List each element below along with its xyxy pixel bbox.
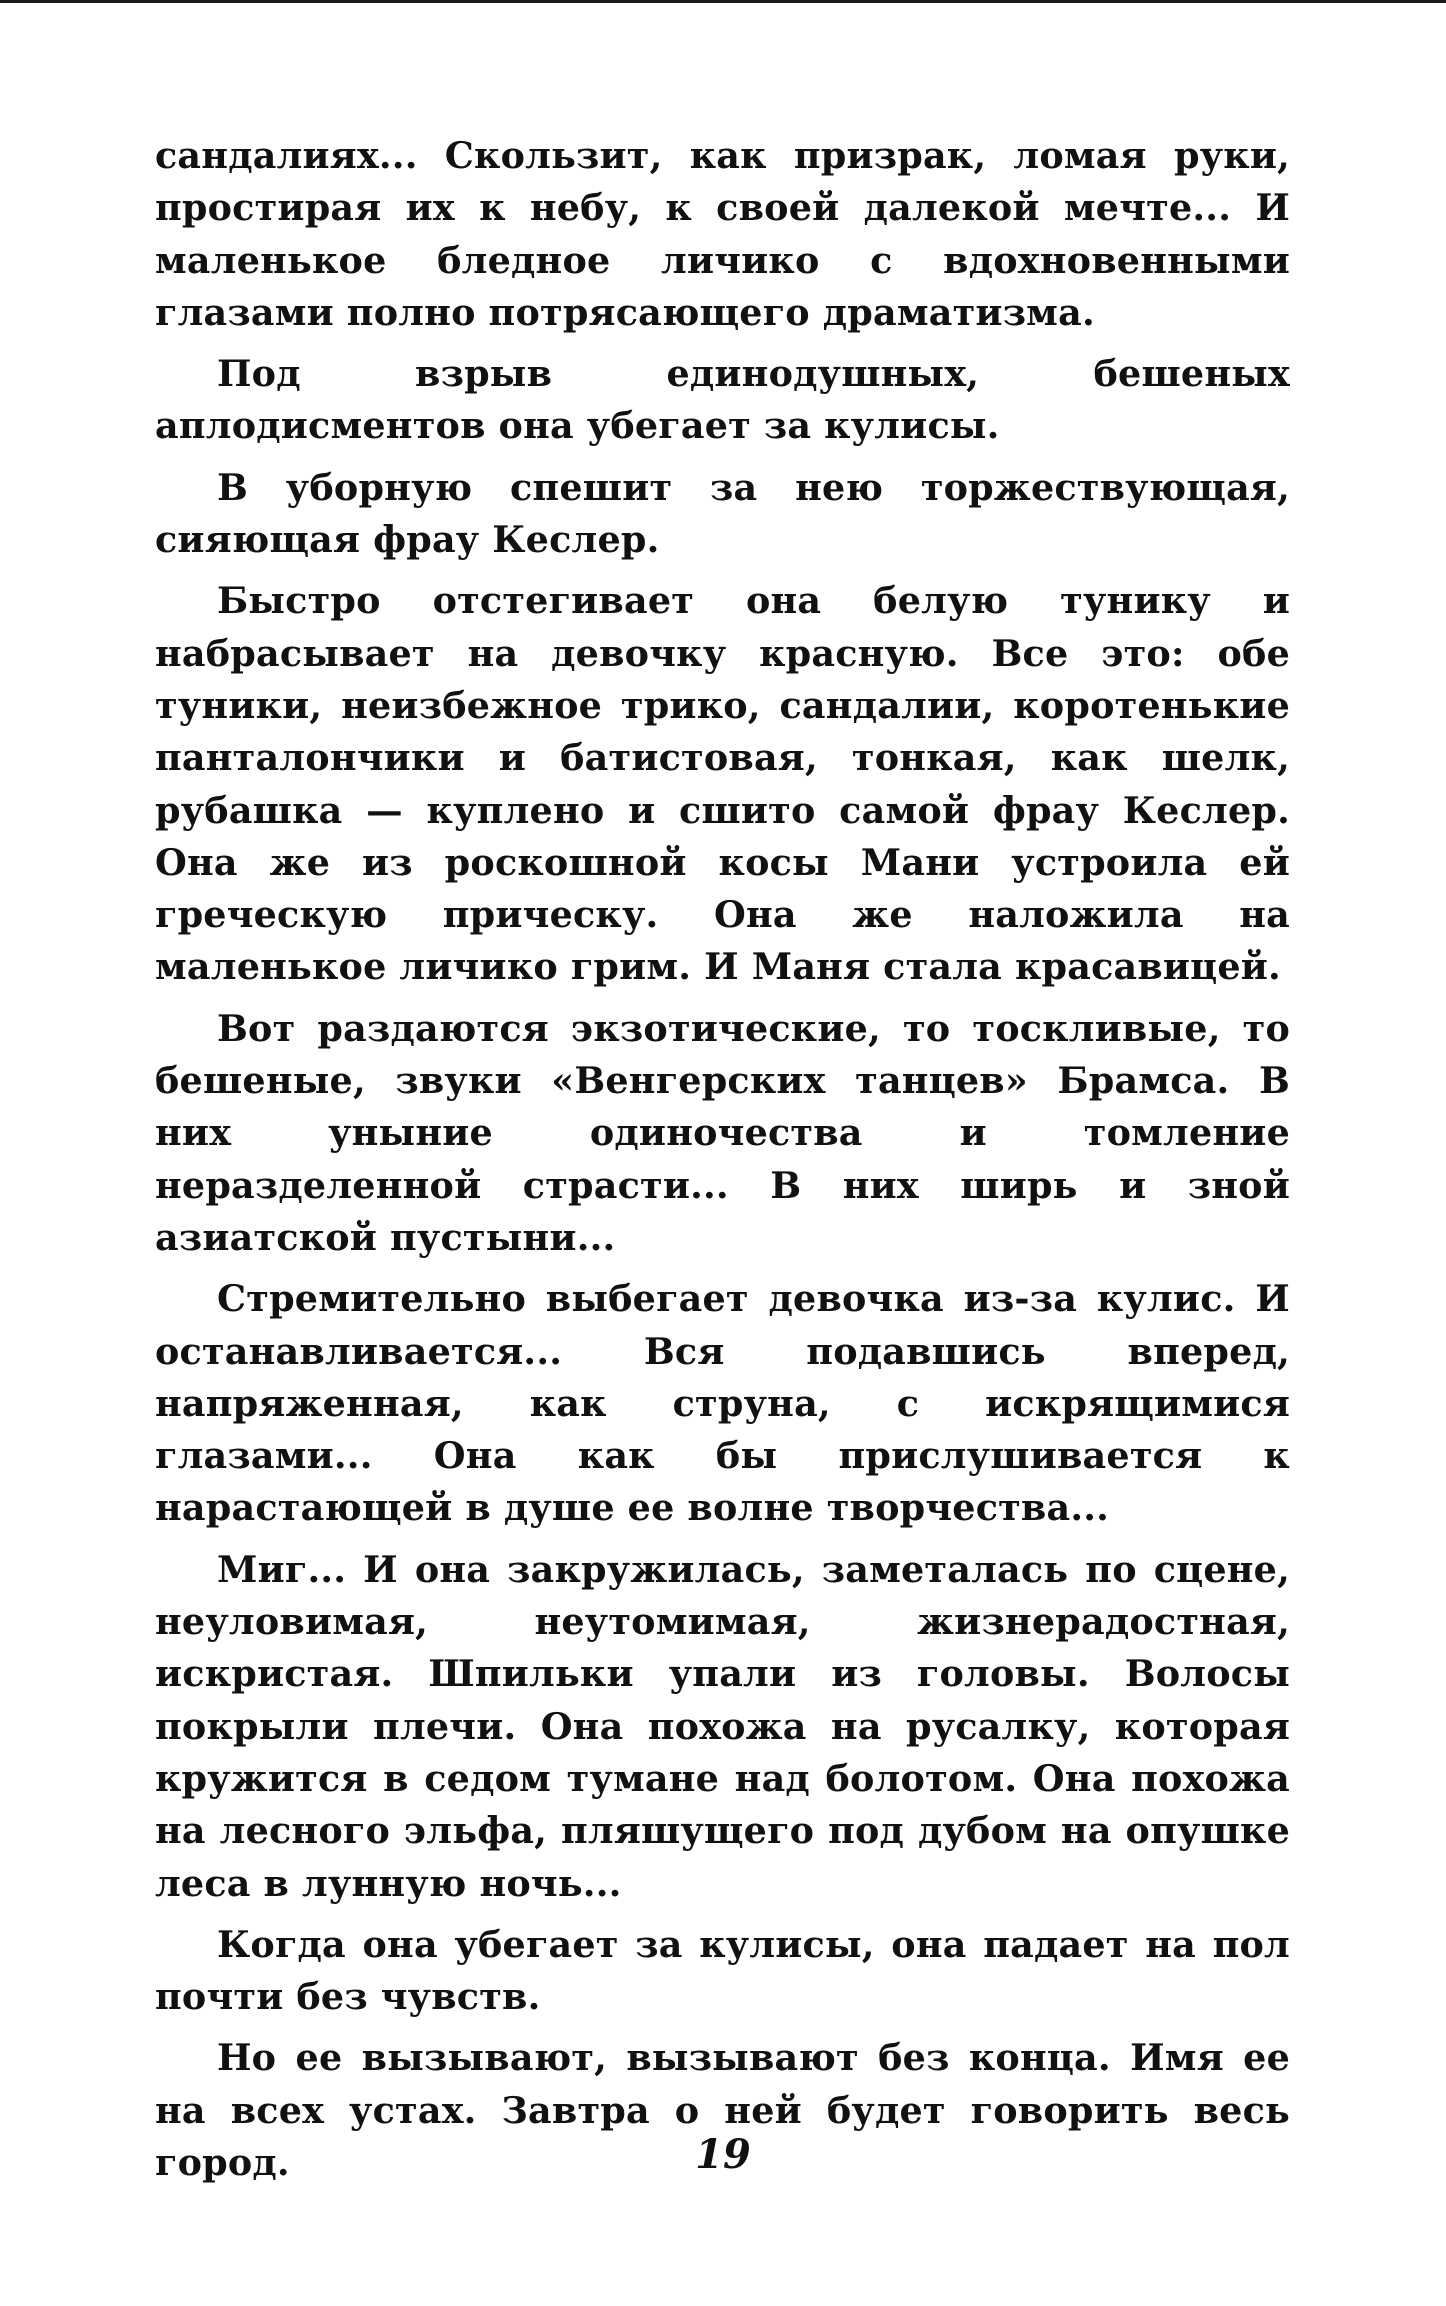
paragraph-9: Но ее вызывают, вызывают без конца. Имя ее на всех устах. Завтра о ней будет говорить весь город. xyxy=(155,2036,1290,2184)
paragraph-4: Быстро отстегивает она белую тунику и набрасывает на девочку красную. Все это: обе туники, неизбежное трико, сандалии, коротенькие панталончики и батистовая, тонкая, как шелк, рубашка — куплено и сшито самой фрау Кеслер. Она же из роскошной косы Мани устроила ей греческую прическу. Она же наложила на маленькое личико грим. И Маня стала красавицей. xyxy=(155,579,1290,989)
paragraph-3: В уборную спешит за нею торжествующая, сияющая фрау Кеслер. xyxy=(155,465,1290,562)
paragraph-5: Вот раздаются экзотические, то тоскливые, то бешеные, звуки «Венгерских танцев» Брамса. В них уныние одиночества и томление неразделенной страсти... В них ширь и зной азиатской пустыни... xyxy=(155,1006,1290,1259)
paragraph-6: Стремительно выбегает девочка из-за кулис. И останавливается... Вся подавшись вперед, напряженная, как струна, с искрящимися глазами... Она как бы прислушивается к нарастающей в душе ее волне творчества... xyxy=(155,1277,1290,1530)
paragraph-7: Миг... И она закружилась, заметалась по сцене, неуловимая, неутомимая, жизнерадостная, искристая. Шпильки упали из головы. Волосы покрыли плечи. Она похожа на русалку, которая кружится в седом тумане над болотом. Она похожа на лесного эльфа, пляшущего под дубом на опушке леса в лунную ночь... xyxy=(155,1547,1290,1905)
page-number: 19 xyxy=(695,2131,751,2178)
paragraph-8: Когда она убегает за кулисы, она падает на пол почти без чувств. xyxy=(155,1922,1290,2019)
body-text xyxy=(155,130,1290,2198)
paragraph-2: Под взрыв единодушных, бешеных аплодисментов она убегает за кулисы. xyxy=(155,352,1290,448)
paragraph-1: сандалиях... Скользит, как призрак, ломая руки, простирая их к небу, к своей далекой мечте... И маленькое бледное личико с вдохновенными глазами полно потрясающего драматизма. xyxy=(155,134,1290,334)
top-edge-rule xyxy=(0,0,1446,3)
